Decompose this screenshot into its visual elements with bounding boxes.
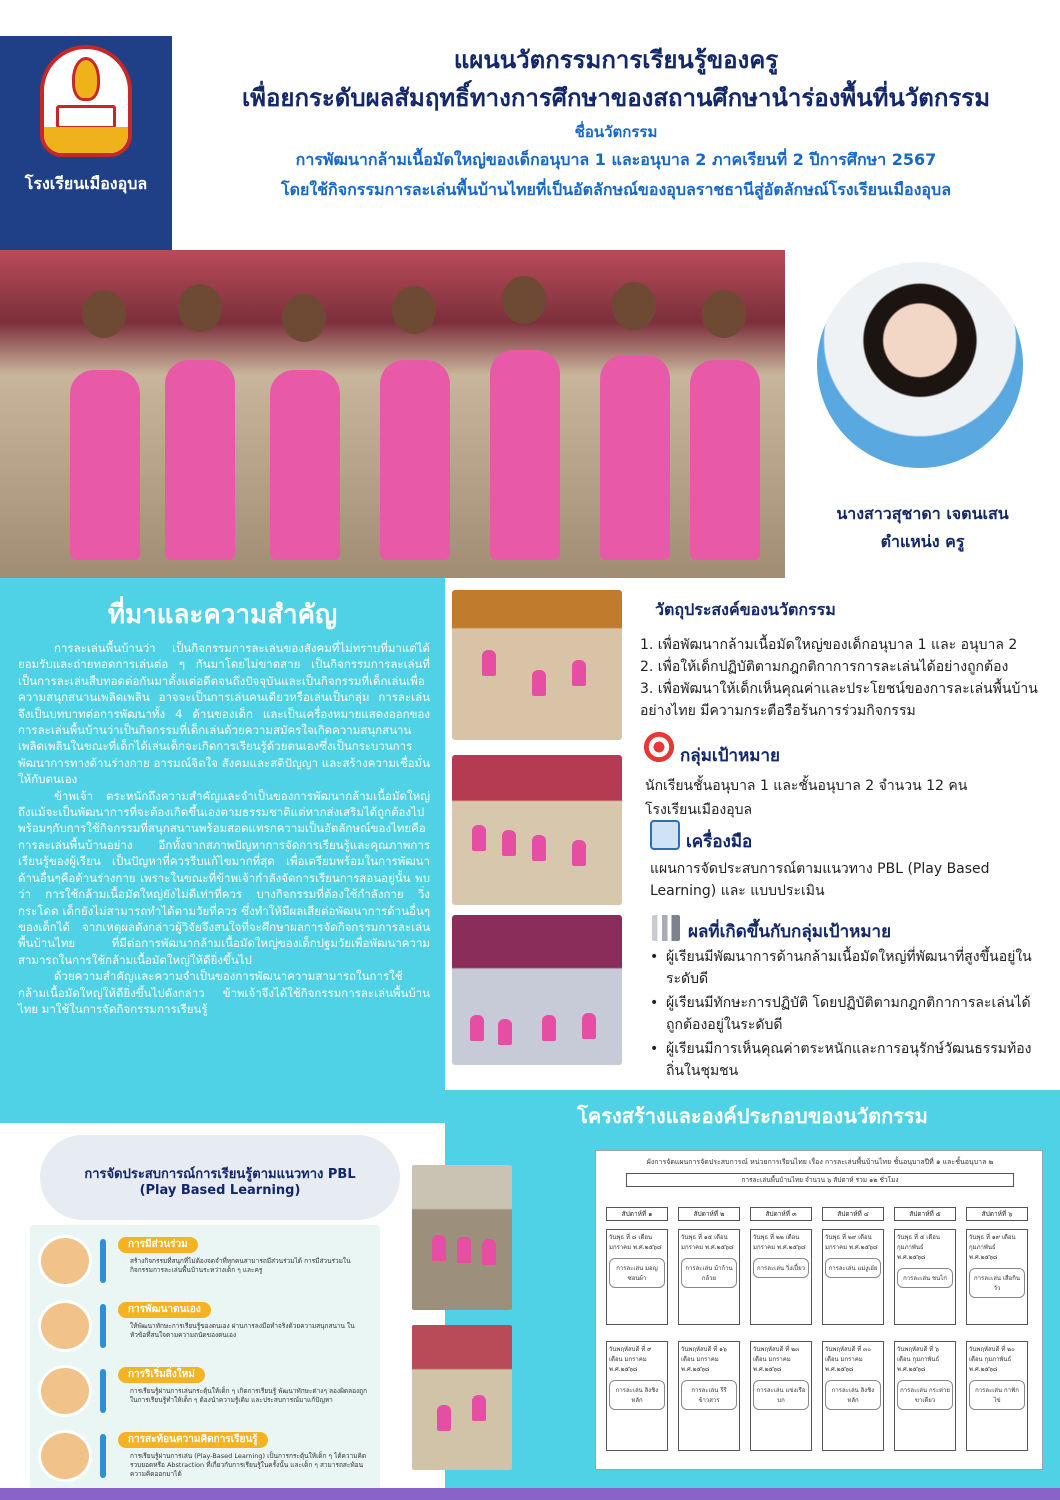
- pbl-step-row: [30, 1359, 380, 1421]
- innovation-label: ชื่อนวัตกรรม: [574, 123, 658, 141]
- diagram-game: การละเล่น กาฟักไข่: [969, 1380, 1025, 1410]
- structure-title: โครงสร้างและองค์ประกอบของนวัตกรรม: [577, 1104, 928, 1128]
- pbl-step-label: การริเริ่มสิ่งใหม่: [118, 1367, 205, 1383]
- diagram-heading: ผังการจัดแผนการจัดประสบการณ์ หน่วยการเรียนไทย เรื่อง การละเล่นพื้นบ้านไทย ชั้นอนุบาลปีที่ ๑ และชั้นอนุบาล ๒: [646, 1158, 994, 1166]
- diagram-game: การละเล่น ลิงชิงหลัก: [609, 1380, 665, 1410]
- diagram-bottom-box: [894, 1341, 956, 1451]
- child-head: [502, 276, 546, 324]
- background-title: ที่มาและความสำคัญ: [107, 600, 338, 630]
- flame-icon: [72, 57, 100, 101]
- diagram-date: วันพุธ ที่ ๘ เดือน มกราคม พ.ศ.๒๕๖๘: [609, 1234, 662, 1251]
- pbl-step-desc: สร้างกิจกรรมที่สนุกที่ไม่ต้องจดจำที่ทุกคนสามารถมีส่วนร่วมได้ การมีส่วนร่วมในกิจกรรมการละเล่นพื้นบ้านระหว่างเด็ก ๆ และครู: [130, 1257, 351, 1274]
- child-head: [82, 290, 126, 338]
- diagram-date: วันพุธ ที่ ๒๒ เดือน มกราคม พ.ศ.๒๕๖๘: [753, 1234, 806, 1251]
- teacher-name: นางสาวสุชาดา เจตนเสน: [836, 504, 1009, 523]
- activity-photo-5: [412, 1325, 512, 1470]
- target-line: โรงเรียนเมืองอุบล: [645, 802, 753, 818]
- pbl-header: [40, 1135, 400, 1220]
- school-logo-panel: [0, 0, 172, 250]
- diagram-top-box: [822, 1229, 884, 1325]
- diagram-top-box: [966, 1229, 1028, 1325]
- pbl-step-row: [30, 1424, 380, 1486]
- pbl-step-desc: การเรียนรู้ผ่านการเล่นกระตุ้นให้เด็ก ๆ เกิดการเรียนรู้ พัฒนาทักษะต่างๆ ลองผิดลองถูกในการเรียนรู้ทำให้เด็ก ๆ ต้องนำความรู้เดิม และประสบการณ์มาแก้ปัญหา: [130, 1387, 368, 1404]
- book-icon: [56, 105, 116, 129]
- child-figure: [380, 360, 450, 560]
- pbl-step-bar: [100, 1304, 106, 1348]
- page-title-line2: เพื่อยกระดับผลสัมฤทธิ์ทางการศึกษาของสถานศึกษานำร่องพื้นที่นวัตกรรม: [241, 84, 991, 112]
- child-figure: [582, 1013, 596, 1039]
- objective-item: 3. เพื่อพัฒนาให้เด็กเห็นคุณค่าและประโยชน์ของการละเล่นพื้นบ้านอย่างไทย มีความกระตือรือร้นการร่วมกิจกรรม: [640, 681, 1038, 719]
- child-figure: [457, 1237, 471, 1263]
- diagram-game: การละเล่น กระต่ายขาเดียว: [897, 1380, 953, 1410]
- pbl-step-row: [30, 1294, 380, 1356]
- diagram-game: การละเล่น เสือกินวัว: [969, 1268, 1025, 1298]
- activity-photo-2: [452, 755, 622, 905]
- child-figure: [472, 1395, 486, 1421]
- objectives-title: วัตถุประสงค์ของนวัตกรรม: [655, 600, 836, 619]
- teacher-panel: [785, 250, 1060, 578]
- structure-diagram: [595, 1150, 1043, 1470]
- objective-item: 1. เพื่อพัฒนากล้ามเนื้อมัดใหญ่ของเด็กอนุบาล 1 และ อนุบาล 2: [640, 637, 1018, 653]
- objectives-list: [640, 634, 1040, 722]
- result-text: ผู้เรียนมีการเห็นคุณค่าตระหนักและการอนุรักษ์วัฒนธรรมท้องถิ่นในชุมชน: [666, 1041, 1032, 1079]
- results-title: ผลที่เกิดขึ้นกับกลุ่มเป้าหมาย: [688, 922, 892, 942]
- diagram-game: การละเล่น ลิงชิงหลัก: [825, 1380, 881, 1410]
- page-header: [172, 0, 1060, 250]
- diagram-top-box: [606, 1229, 668, 1325]
- diagram-top-box: [894, 1229, 956, 1325]
- diagram-date: วันพฤหัสบดี ที่ ๖ เดือน กุมภาพันธ์ พ.ศ.๒๕๖๘: [897, 1346, 940, 1373]
- bullet-icon: •: [650, 1041, 659, 1057]
- checklist-icon: [650, 820, 680, 850]
- teacher-position: ตำแหน่ง ครู: [880, 532, 965, 551]
- diagram-top-box: [750, 1229, 812, 1325]
- pbl-step-photo: [38, 1430, 92, 1482]
- bar-chart-icon: [652, 915, 680, 941]
- diagram-bottom-box: [822, 1341, 884, 1451]
- pbl-step-label: การพัฒนาตนเอง: [118, 1302, 211, 1318]
- pbl-title-line1: การจัดประสบการณ์การเรียนรู้ตามแนวทาง PBL: [84, 1167, 356, 1182]
- diagram-date: วันพุธ ที่ ๑๕ เดือน มกราคม พ.ศ.๒๕๖๘: [681, 1234, 734, 1251]
- pbl-step-bar: [100, 1434, 106, 1478]
- child-figure: [165, 360, 235, 560]
- innovation-name-line2: โดยใช้กิจกรรมการละเล่นพื้นบ้านไทยที่เป็นอัตลักษณ์ของอุบลราชธานีสู่อัตลักษณ์โรงเรียนเมืองอุบล: [281, 180, 951, 199]
- background-section: [0, 578, 445, 1123]
- diagram-week-label: สัปดาห์ที่ ๓: [750, 1207, 812, 1221]
- child-figure: [482, 1239, 496, 1265]
- diagram-bottom-box: [750, 1341, 812, 1451]
- footer-bar: [0, 1488, 1060, 1500]
- child-figure: [498, 1019, 512, 1045]
- activity-photo-4: [412, 1165, 512, 1310]
- result-item: [650, 992, 1045, 1036]
- page-title-line1: แผนนวัตกรรมการเรียนรู้ของครู: [453, 46, 779, 74]
- result-item: [650, 946, 1045, 990]
- background-paragraph: ข้าพเจ้า ตระหนักถึงความสำคัญและจำเป็นของการพัฒนากล้ามเนื้อมัดใหญ่ ถึงแม้จะเป็นพัฒนาการที่จะต้องเกิดขึ้นเองตามธรรมชาติแต่หากส่งเสริมได้ถูกต้องไปพร้อมๆกับการใช้กิจกรรมที่สนุกสนานพร้อมสอดแทรกความเป็นอัตลักษณ์ของไทยคือการละเล่นพื้นบ้านอย่าง อีกทั้งจากสภาพปัญหาการจัดการเรียนรู้และคุณภาพการเรียนรู้ของผู้เรียน เป็นปัญหาที่ควรรีบแก้ไขมากที่สุด เพื่อเตรียมพร้อมในการพัฒนาด้านอื่นๆคือด้านร่างกาย เพราะในขณะที่ข้าพเจ้ากำลังจัดการเรียนการสอนอยู่นั้น พบว่า การใช้กล้ามเนื้อมัดใหญ่ยังไม่ดีเท่าที่ควร บางกิจกรรมที่ต้องใช้กำลังกาย วิ่ง กระโดด เด็กยังไม่สามารถทำได้ตามวัยที่ควร ซึ่งทำให้มีผลเสียต่อพัฒนาการด้านอื่นๆของเด็กได้ จากเหตุผลดังกล่าวผู้วิจัยจึงสนใจที่จะศึกษาผลการจัดกิจกรรมการละเล่นพื้นบ้านไทย ที่มีต่อการพัฒนากล้ามเนื้อมัดใหญ่ของเด็กปฐมวัยเพื่อพัฒนาความสามารถในการใช้กล้ามเนื้อมัดใหญ่ให้ดียิ่งขึ้นไป: [18, 788, 430, 967]
- diagram-week-label: สัปดาห์ที่ ๖: [966, 1207, 1028, 1221]
- diagram-top-box: [678, 1229, 740, 1325]
- structure-section: [445, 1090, 1060, 1490]
- diagram-week-label: สัปดาห์ที่ ๕: [894, 1207, 956, 1221]
- diagram-bottom-box: [966, 1341, 1028, 1451]
- child-head: [282, 294, 326, 342]
- target-text: [645, 774, 1035, 822]
- diagram-date: วันพฤหัสบดี ที่ ๓๐ เดือน มกราคม พ.ศ.๒๕๖๘: [825, 1346, 871, 1373]
- child-figure: [470, 1015, 484, 1041]
- activity-photo-1: [452, 590, 622, 740]
- diagram-date: วันพฤหัสบดี ที่ ๙ เดือน มกราคม พ.ศ.๒๕๖๘: [609, 1346, 652, 1373]
- background-text: [18, 640, 430, 1017]
- child-figure: [502, 830, 516, 856]
- child-figure: [690, 360, 760, 560]
- pbl-steps-card: [30, 1225, 380, 1490]
- diagram-date: วันพฤหัสบดี ที่ ๒๐ เดือน กุมภาพันธ์ พ.ศ.๒๕๖๘: [969, 1346, 1015, 1373]
- logo-top-band: [0, 0, 172, 36]
- child-figure: [482, 650, 496, 676]
- school-name-badge: โรงเรียนเมืองอุบล: [24, 174, 148, 193]
- diagram-game: การละเล่น รีรีข้าวสาร: [681, 1380, 737, 1410]
- results-list: [650, 946, 1045, 1084]
- result-text: ผู้เรียนมีทักษะการปฏิบัติ โดยปฏิบัติตามกฎกติกาการละเล่นได้ถูกต้องอยู่ในระดับดี: [666, 995, 1031, 1033]
- target-icon: [642, 730, 676, 764]
- child-head: [702, 290, 746, 338]
- child-head: [392, 286, 436, 334]
- pbl-step-photo: [38, 1235, 92, 1287]
- child-head: [178, 284, 222, 332]
- pbl-title-line2: (Play Based Learning): [139, 1183, 301, 1198]
- diagram-date: วันพุธ ที่ ๕ เดือน กุมภาพันธ์ พ.ศ.๒๕๖๘: [897, 1234, 940, 1261]
- bullet-icon: •: [650, 949, 659, 965]
- pbl-step-label: การมีส่วนร่วม: [118, 1237, 198, 1253]
- target-line: นักเรียนชั้นอนุบาล 1 และชั้นอนุบาล 2 จำนวน 12 คน: [645, 778, 968, 794]
- target-title: กลุ่มเป้าหมาย: [680, 746, 780, 766]
- pbl-step-bar: [100, 1239, 106, 1283]
- pbl-step-desc: ให้พัฒนาทักษะการเรียนรู้ของตนเอง ผ่านการลงมือทำจริงด้วยความสนุกสนาน ในหัวข้อที่สนใจตามความถนัดของตนเอง: [130, 1322, 355, 1339]
- diagram-bottom-box: [678, 1341, 740, 1451]
- diagram-game: การละเล่น แข่งเรือบก: [753, 1380, 809, 1410]
- child-figure: [432, 1235, 446, 1261]
- logo-ribbon: [44, 127, 128, 153]
- child-figure: [572, 660, 586, 686]
- background-paragraph: การละเล่นพื้นบ้านว่า เป็นกิจกรรมการละเล่นของสังคมที่ไม่ทราบที่มาแต่ได้ยอมรับและถ่ายทอดการเล่นต่อ ๆ กันมาโดยไม่ขาดสาย เป็นกิจกรรมการละเล่นที่เป็นการละเล่นสืบทอดต่อกันมาตั้งแต่อดีตจนถึงปัจจุบันและเป็นกิจกรรมที่เด็กเล่นเพื่อความสนุกสนานเพลิดเพลิน อาจจะเป็นการเล่นคนเดียวหรือเล่นเป็นกลุ่ม การละเล่นจึงเป็นบทบาทต่อการพัฒนาทั้ง 4 ด้านของเด็ก และเป็นเครื่องหมายแสดงออกของการละเล่นพื้นบ้านว่าเป็นกิจกรรมที่เด็กเล่นด้วยความสมัครใจเกิดความสนุกสนานเพลิดเพลินในขณะที่เด็กได้เล่นเด็กจะเกิดการเรียนรู้ด้วยตนเองซึ่งเป็นกระบวนการพัฒนาการทางด้านร่างกาย อารมณ์จิตใจ สังคมและสติปัญญา และสร้างความเชื่อมั่นให้กับตนเอง: [18, 641, 430, 787]
- diagram-date: วันพฤหัสบดี ที่ ๑๖ เดือน มกราคม พ.ศ.๒๕๖๘: [681, 1346, 727, 1373]
- child-figure: [532, 670, 546, 696]
- activity-photo-3: [452, 915, 622, 1065]
- diagram-date: วันพุธ ที่ ๒๙ เดือน มกราคม พ.ศ.๒๕๖๘: [825, 1234, 878, 1251]
- teacher-portrait: [817, 262, 1023, 468]
- result-item: [650, 1038, 1045, 1082]
- diagram-week-label: สัปดาห์ที่ ๒: [678, 1207, 740, 1221]
- child-figure: [600, 355, 670, 560]
- diagram-date: วันพุธ ที่ ๑๙ เดือน กุมภาพันธ์ พ.ศ.๒๕๖๘: [969, 1234, 1016, 1261]
- pbl-step-row: [30, 1229, 380, 1291]
- child-figure: [472, 825, 486, 851]
- diagram-game: การละเล่น มอญซ่อนผ้า: [609, 1258, 665, 1288]
- child-figure: [572, 840, 586, 866]
- bullet-icon: •: [650, 995, 659, 1011]
- diagram-bottom-box: [606, 1341, 668, 1451]
- diagram-date: วันพฤหัสบดี ที่ ๒๓ เดือน มกราคม พ.ศ.๒๕๖๘: [753, 1346, 800, 1373]
- objective-item: 2. เพื่อให้เด็กปฏิบัติตามกฎกติกาการการละเล่นได้อย่างถูกต้อง: [640, 659, 1009, 675]
- diagram-game: การละเล่น ชนไก่: [897, 1268, 953, 1288]
- child-figure: [542, 1015, 556, 1041]
- pbl-step-bar: [100, 1369, 106, 1413]
- school-logo-icon: [40, 45, 132, 157]
- diagram-summary-bar: การละเล่นพื้นบ้านไทย จำนวน ๖ สัปดาห์ รวม ๑๒ ชั่วโมง: [626, 1173, 1014, 1187]
- tools-title: เครื่องมือ: [686, 832, 753, 852]
- innovation-name-line1: การพัฒนากล้ามเนื้อมัดใหญ่ของเด็กอนุบาล 1 และอนุบาล 2 ภาคเรียนที่ 2 ปีการศึกษา 2567: [295, 150, 937, 169]
- pbl-step-photo: [38, 1365, 92, 1417]
- pbl-step-desc: การเรียนรู้ผ่านการเล่น (Play-Based Learning) เป็นการกระตุ้นให้เด็ก ๆ ได้ความคิดรวบยอดหรือ Abstraction ที่เกี่ยวกับการเรียนรู้ในครั้งนั้น และเด็ก ๆ สามารถสะท้อนความคิดออกมาได้: [130, 1452, 367, 1478]
- background-paragraph: ด้วยความสำคัญและความจำเป็นของการพัฒนาความสามารถในการใช้กล้ามเนื้อมัดใหญ่ให้ดียิ่งขึ้นไปดังกล่าว ข้าพเจ้าจึงได้ใช้กิจกรรมการละเล่นพื้นบ้านไทย มาใช้ในการจัดกิจกรรมการเรียนรู้: [18, 969, 430, 1016]
- result-text: ผู้เรียนมีพัฒนาการด้านกล้ามเนื้อมัดใหญ่ที่พัฒนาที่สูงขึ้นอยู่ในระดับดี: [666, 949, 1032, 987]
- diagram-week-label: สัปดาห์ที่ ๑: [606, 1207, 668, 1221]
- diagram-game: การละเล่น แม่งูเอ๋ย: [825, 1258, 881, 1278]
- child-head: [612, 282, 656, 330]
- tools-text: แผนการจัดประสบการณ์ตามแนวทาง PBL (Play Based Learning) และ แบบประเมิน: [650, 861, 990, 899]
- diagram-game: การละเล่น ม้าก้านกล้วย: [681, 1258, 737, 1288]
- diagram-game: การละเล่น วิ่งเปี้ยว: [753, 1258, 809, 1278]
- children-playing-photo: [0, 250, 785, 578]
- child-figure: [490, 350, 560, 560]
- pbl-step-label: การสะท้อนความคิดการเรียนรู้: [118, 1432, 268, 1448]
- child-figure: [437, 1405, 451, 1431]
- child-figure: [270, 370, 340, 560]
- child-figure: [70, 370, 140, 560]
- pbl-step-photo: [38, 1300, 92, 1352]
- diagram-week-label: สัปดาห์ที่ ๔: [822, 1207, 884, 1221]
- child-figure: [532, 835, 546, 861]
